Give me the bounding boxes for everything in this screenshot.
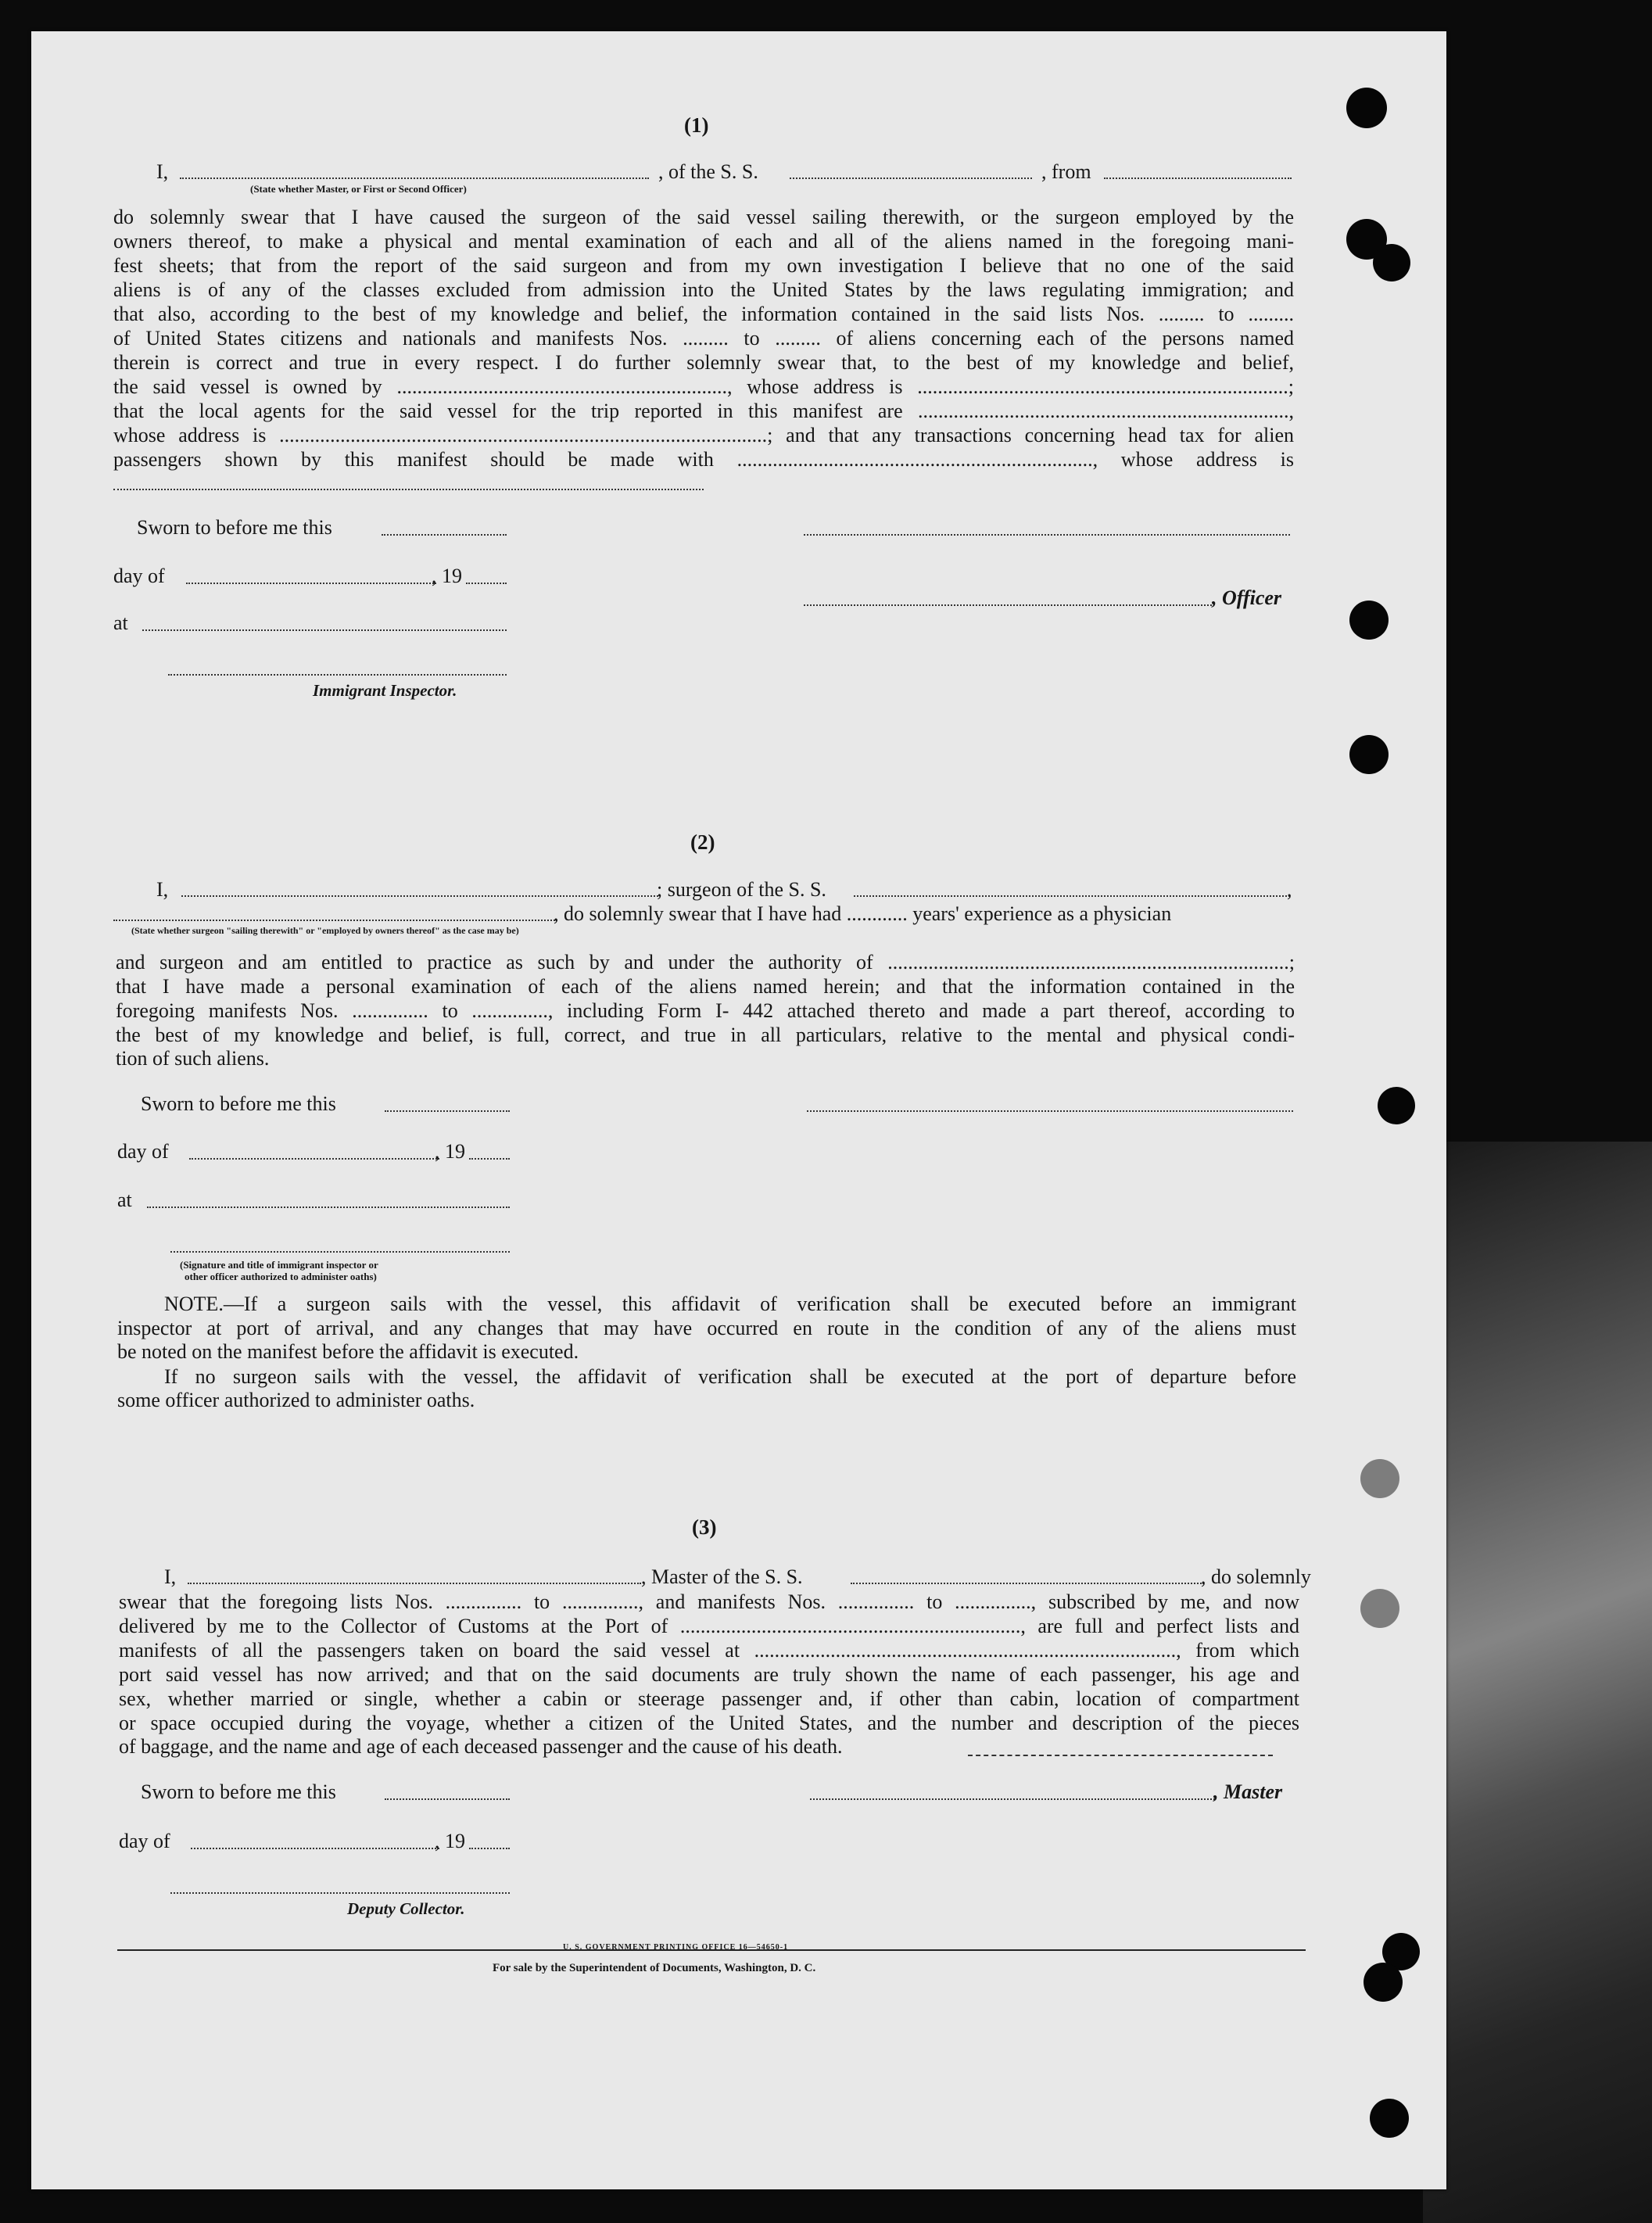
s2-surgeon-of: ; surgeon of the S. S. [657, 878, 826, 901]
punch-hole [1370, 2099, 1409, 2138]
s1-from-line[interactable] [1104, 177, 1292, 179]
s3-death-line[interactable] [968, 1755, 1273, 1756]
s2-i: I, [156, 878, 169, 901]
s3-sworn-line[interactable] [385, 1798, 510, 1800]
s1-vessel-line[interactable] [790, 177, 1032, 179]
s2-line-2: foregoing manifests Nos. ............... to ..............., including Form I- 442 attached thereto and made a part thereof, according to [116, 999, 1295, 1022]
s1-i: I, [156, 160, 169, 183]
s1-sworn: Sworn to before me this [137, 516, 332, 539]
s2-line-0: and surgeon and am entitled to practice as such by and under the authority of ...............................................................................; [116, 951, 1295, 973]
s1-line-4: that also, according to the best of my knowledge and belief, the information contained in the said lists Nos. ......... to ......... [113, 303, 1294, 325]
s2-line-3: the best of my knowledge and belief, is full, correct, and true in all particulars, relative to the mental and physical condi- [116, 1024, 1295, 1046]
s3-master-label: , Master [1213, 1780, 1283, 1803]
s1-line-10: passengers shown by this manifest should be made with ......................................................................, whose address is [113, 448, 1294, 471]
s2-note-line-0: NOTE.—If a surgeon sails with the vessel, this affidavit of verification shall be executed before an immigrant [164, 1293, 1296, 1315]
punch-hole [1360, 1459, 1399, 1498]
s1-officer-line-2[interactable] [804, 604, 1212, 606]
s2-signature-line[interactable] [807, 1110, 1293, 1112]
manifest-page [31, 31, 1446, 2189]
s3-line-1: delivered by me to the Collector of Customs at the Port of ..................................................................., are full and perfect lists and [119, 1615, 1299, 1637]
printing-office-line: U. S. GOVERNMENT PRINTING OFFICE 16—54650-1 [563, 1943, 789, 1952]
s2-note-line-1: inspector at port of arrival, and any changes that may have occurred en route in the condition of any of the aliens must [117, 1317, 1296, 1339]
s2-inspector-line[interactable] [170, 1251, 510, 1253]
s2-note-line-2: be noted on the manifest before the affidavit is executed. [117, 1340, 579, 1363]
s1-line-3: aliens is of any of the classes excluded from admission into the United States by the laws regulating immigration; and [113, 278, 1294, 301]
s1-inspector-label: Immigrant Inspector. [313, 681, 457, 700]
s2-sworn-line[interactable] [385, 1110, 510, 1112]
s1-officer-line[interactable] [180, 177, 649, 179]
s1-line-7: the said vessel is owned by ................................................................., whose address is .........................................................................; [113, 375, 1294, 398]
s2-sailing-line[interactable] [113, 920, 557, 921]
s2-sig-caption-2: other officer authorized to administer oaths) [185, 1271, 377, 1282]
s3-deputy-line[interactable] [170, 1892, 510, 1894]
s1-officer-label: , Officer [1212, 586, 1282, 609]
s2-comma: , [1287, 878, 1292, 901]
s2-at-line[interactable] [147, 1207, 510, 1208]
s2-surgeon-name-line[interactable] [181, 895, 658, 897]
s3-day-of: day of [119, 1830, 170, 1852]
s1-caption: (State whether Master, or First or Second Officer) [250, 183, 467, 195]
s3-last-line: of baggage, and the name and age of each deceased passenger and the cause of his death. [119, 1735, 843, 1758]
s2-vessel-line[interactable] [854, 895, 1290, 897]
section-1-number: (1) [684, 113, 709, 137]
s2-line-1: that I have made a personal examination of each of the aliens named herein; and that the information contained in the [116, 975, 1295, 998]
s1-day-of: day of [113, 565, 165, 587]
punch-hole [1364, 1963, 1403, 2002]
s2-year: , 19 [435, 1140, 465, 1163]
s1-from: , from [1041, 160, 1091, 183]
s1-at-line[interactable] [142, 629, 507, 631]
punch-hole [1346, 88, 1387, 128]
s3-line-2: manifests of all the passengers taken on board the said vessel at ..................................................................................., from which [119, 1639, 1299, 1662]
s3-line-0: swear that the foregoing lists Nos. ............... to ..............., and manifests Nos. ............... to ..............., subscribed by me, and now [119, 1590, 1299, 1613]
s1-line-9: whose address is ................................................................................................; and that any transactions concerning head tax for alien [113, 424, 1294, 446]
s1-line-2: fest sheets; that from the report of the said surgeon and from my own investigation I believe that no one of the said [113, 254, 1294, 277]
s3-vessel-line[interactable] [851, 1583, 1204, 1584]
s2-note2-line-0: If no surgeon sails with the vessel, the affidavit of verification shall be executed at the port of departure before [164, 1365, 1296, 1388]
s2-sig-caption-1: (Signature and title of immigrant inspector or [180, 1259, 378, 1271]
s2-caption: (State whether surgeon "sailing therewith" or "employed by owners thereof" as the case may be) [131, 925, 519, 936]
punch-hole [1373, 244, 1410, 281]
s2-note2-line-1: some officer authorized to administer oaths. [117, 1389, 475, 1411]
s2-swear: , do solemnly swear that I have had ............ years' experience as a physician [554, 902, 1172, 925]
s2-day-line[interactable] [189, 1158, 439, 1160]
s3-year: , 19 [435, 1830, 465, 1852]
s3-line-4: sex, whether married or single, whether a cabin or steerage passenger and, if other than cabin, location of compartment [119, 1687, 1299, 1710]
s3-do-solemnly: , do solemnly [1201, 1565, 1311, 1588]
s3-i: I, [164, 1565, 177, 1588]
s1-day-line[interactable] [186, 583, 436, 584]
s1-at: at [113, 611, 128, 634]
section-3-number: (3) [692, 1515, 717, 1539]
s1-year: , 19 [432, 565, 462, 587]
s1-of-ss: , of the S. S. [658, 160, 758, 183]
punch-hole [1349, 601, 1389, 640]
s2-sworn: Sworn to before me this [141, 1092, 336, 1115]
s2-day-of: day of [117, 1140, 169, 1163]
background-streak [1423, 1142, 1652, 2223]
section-2-number: (2) [690, 830, 715, 854]
s3-year-line[interactable] [469, 1848, 510, 1849]
s1-line-6: therein is correct and true in every respect. I do further solemnly swear that, to the best of my knowledge and belief, [113, 351, 1294, 374]
s1-line-8: that the local agents for the said vessel for the trip reported in this manifest are ........................................................................., [113, 400, 1294, 422]
s2-year-line[interactable] [469, 1158, 510, 1160]
punch-hole [1360, 1589, 1399, 1628]
s1-line-1: owners thereof, to make a physical and mental examination of each and all of the aliens named in the foregoing mani- [113, 230, 1294, 253]
s3-master-signature-line[interactable] [810, 1798, 1215, 1800]
s3-master-of: , Master of the S. S. [641, 1565, 803, 1588]
s1-address-line[interactable] [113, 489, 704, 490]
s3-sworn: Sworn to before me this [141, 1780, 336, 1803]
s1-officer-signature-line[interactable] [804, 534, 1290, 536]
s2-last-line: tion of such aliens. [116, 1047, 270, 1070]
punch-hole [1378, 1087, 1415, 1124]
for-sale-line: For sale by the Superintendent of Documents, Washington, D. C. [493, 1962, 816, 1974]
s1-line-5: of United States citizens and nationals and manifests Nos. ......... to ......... of aliens concerning each of the persons named [113, 327, 1294, 350]
s3-line-5: or space occupied during the voyage, whether a citizen of the United States, and the number and description of the pieces [119, 1712, 1299, 1734]
s1-line-0: do solemnly swear that I have caused the surgeon of the said vessel sailing therewith, or the surgeon employed by the [113, 206, 1294, 228]
s1-year-line[interactable] [466, 583, 507, 584]
s3-day-line[interactable] [191, 1848, 439, 1849]
punch-hole [1349, 735, 1389, 774]
s1-sworn-line[interactable] [382, 534, 507, 536]
footer-rule [117, 1949, 1306, 1951]
s3-line-3: port said vessel has now arrived; and that on the said documents are truly shown the name of each passenger, his age and [119, 1663, 1299, 1686]
s3-master-name-line[interactable] [188, 1583, 641, 1584]
s2-at: at [117, 1189, 132, 1211]
s1-inspector-line[interactable] [168, 674, 507, 676]
s3-deputy-label: Deputy Collector. [347, 1899, 465, 1918]
